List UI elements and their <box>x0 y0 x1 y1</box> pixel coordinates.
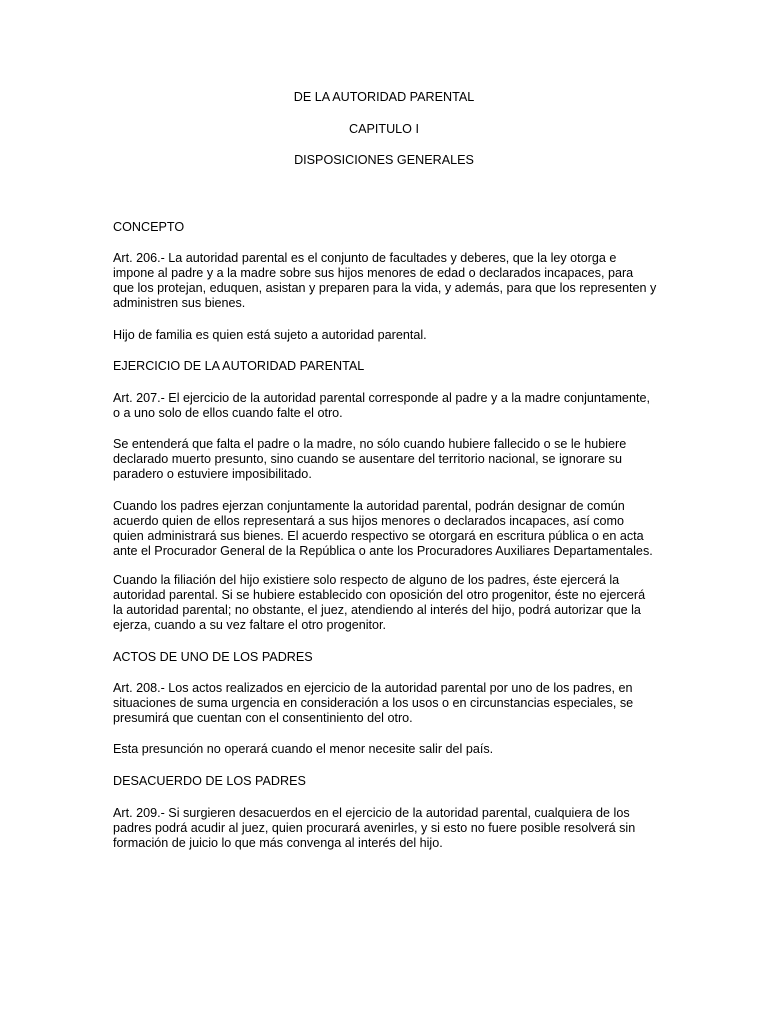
paragraph-line: impone al padre y a la madre sobre sus hijos menores de edad o declarados incapaces, para <box>113 266 634 280</box>
paragraph-line: Hijo de familia es quien está sujeto a autoridad parental. <box>113 328 427 342</box>
paragraph-line: administren sus bienes. <box>113 296 246 310</box>
paragraph-hijo-de-familia <box>113 328 673 343</box>
paragraph-line: formación de juicio lo que más convenga al interés del hijo. <box>113 836 443 850</box>
paragraph-falta-padre <box>113 437 673 482</box>
paragraph-line: Art. 208.- Los actos realizados en ejercicio de la autoridad parental por uno de los padres, en <box>113 681 633 695</box>
document-title: DE LA AUTORIDAD PARENTAL <box>293 90 475 104</box>
paragraph-line: declarado muerto presunto, sino cuando se ausentare del territorio nacional, se ignorare su <box>113 452 622 466</box>
heading-actos <box>113 650 673 665</box>
paragraph-filiacion <box>113 573 673 633</box>
paragraph-line: presumirá que cuentan con el consentiniento del otro. <box>113 711 413 725</box>
paragraph-line: acuerdo quien de ellos representará a sus hijos menores o declarados incapaces, así como <box>113 514 625 528</box>
paragraph-art-209 <box>113 806 673 851</box>
paragraph-line: Art. 209.- Si surgieren desacuerdos en el ejercicio de la autoridad parental, cualquiera de los <box>113 806 630 820</box>
paragraph-line: ante el Procurador General de la República o ante los Procuradores Auxiliares Departamentales. <box>113 544 653 558</box>
heading-desacuerdo <box>113 774 673 789</box>
heading-ejercicio <box>113 359 673 374</box>
paragraph-ejercicio-conjunto <box>113 499 673 559</box>
paragraph-line: Se entenderá que falta el padre o la madre, no sólo cuando hubiere fallecido o se le hubiere <box>113 437 627 451</box>
paragraph-line: autoridad parental. Si se hubiere establecido con oposición del otro progenitor, éste no ejercerá <box>113 588 646 602</box>
paragraph-line: paradero o estuviere imposibilitado. <box>113 467 312 481</box>
chapter-heading: CAPITULO I <box>349 122 419 136</box>
paragraph-art-207 <box>113 391 673 421</box>
heading-concepto <box>113 220 673 235</box>
paragraph-art-208 <box>113 681 673 726</box>
paragraph-line: Cuando los padres ejerzan conjuntamente la autoridad parental, podrán designar de común <box>113 499 625 513</box>
paragraph-line: o a uno solo de ellos cuando falte el otro. <box>113 406 343 420</box>
paragraph-line: Cuando la filiación del hijo existiere solo respecto de alguno de los padres, éste ejercerá la <box>113 573 620 587</box>
heading-line: DESACUERDO DE LOS PADRES <box>113 774 306 788</box>
paragraph-line: padres podrá acudir al juez, quien procurará avenirles, y si esto no fuere posible resolverá sin <box>113 821 636 835</box>
paragraph-line: Art. 207.- El ejercicio de la autoridad parental corresponde al padre y a la madre conjuntamente, <box>113 391 650 405</box>
paragraph-art-206 <box>113 251 673 311</box>
paragraph-line: ejerza, cuando a su vez faltare el otro progenitor. <box>113 618 387 632</box>
heading-line: ACTOS DE UNO DE LOS PADRES <box>113 650 313 664</box>
paragraph-line: quien administrará sus bienes. El acuerdo respectivo se otorgará en escritura pública o en acta <box>113 529 644 543</box>
paragraph-line: situaciones de suma urgencia en consideración a los usos o en circunstancias especiales, se <box>113 696 634 710</box>
paragraph-presuncion <box>113 742 673 757</box>
paragraph-line: que los protejan, eduquen, asistan y preparen para la vida, y además, para que los representen y <box>113 281 657 295</box>
heading-line: EJERCICIO DE LA AUTORIDAD PARENTAL <box>113 359 365 373</box>
paragraph-line: la autoridad parental; no obstante, el juez, atendiendo al interés del hijo, podrá autorizar que la <box>113 603 641 617</box>
paragraph-line: Art. 206.- La autoridad parental es el conjunto de facultades y deberes, que la ley otorga e <box>113 251 617 265</box>
section-heading: DISPOSICIONES GENERALES <box>294 153 474 167</box>
heading-line: CONCEPTO <box>113 220 185 234</box>
paragraph-line: Esta presunción no operará cuando el menor necesite salir del país. <box>113 742 494 756</box>
